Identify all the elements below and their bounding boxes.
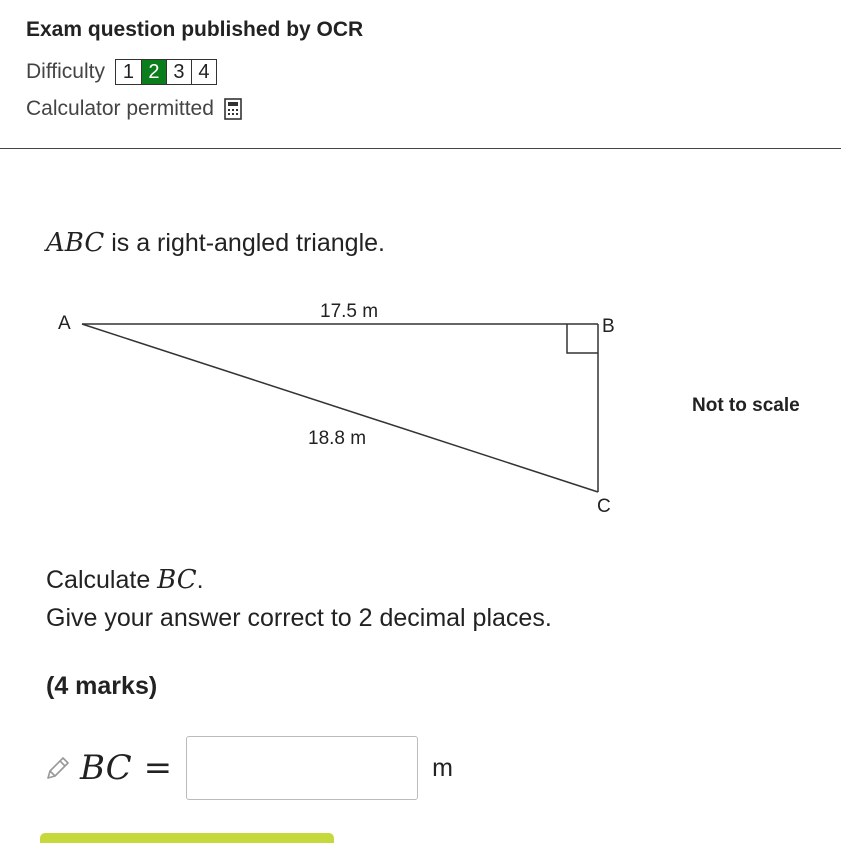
marks-label: (4 marks) — [46, 672, 158, 700]
header-divider — [0, 148, 841, 149]
calculator-label: Calculator permitted — [26, 97, 214, 120]
pencil-icon — [44, 754, 72, 782]
submit-button-edge[interactable] — [40, 833, 334, 843]
question-intro-text: is a right-angled triangle. — [104, 229, 385, 257]
right-angle-marker — [567, 324, 598, 353]
difficulty-level-4: 4 — [191, 60, 216, 84]
difficulty-indicator — [115, 59, 217, 85]
side-ab-length: 17.5 m — [320, 301, 379, 322]
not-to-scale-note: Not to scale — [692, 395, 800, 416]
vertex-a-label: A — [58, 313, 71, 334]
calculator-icon — [224, 98, 242, 120]
question-instruction — [46, 565, 204, 595]
question-intro — [46, 228, 385, 258]
answer-unit: m — [432, 753, 453, 782]
precision-instruction: Give your answer correct to 2 decimal places. — [46, 604, 552, 632]
answer-input[interactable] — [186, 736, 418, 800]
difficulty-level-3: 3 — [166, 60, 191, 84]
side-ac — [82, 324, 598, 492]
answer-equals: = — [143, 748, 173, 788]
instruction-suffix: . — [196, 566, 204, 594]
side-ac-length: 18.8 m — [308, 428, 367, 449]
instruction-prefix: Calculate — [46, 566, 158, 594]
difficulty-row — [26, 58, 217, 86]
answer-row — [44, 735, 453, 801]
exam-source: Exam question published by OCR — [26, 18, 364, 41]
triangle-name: ABC — [46, 228, 105, 258]
difficulty-level-1: 1 — [122, 61, 135, 83]
vertex-b-label: B — [602, 316, 615, 337]
triangle-diagram — [40, 295, 830, 525]
answer-label: BC — [80, 748, 132, 788]
difficulty-level-2: 2 — [141, 60, 166, 84]
calculator-row — [26, 94, 242, 124]
vertex-c-label: C — [597, 496, 611, 517]
instruction-math: BC — [157, 565, 197, 595]
difficulty-label: Difficulty — [26, 60, 105, 83]
